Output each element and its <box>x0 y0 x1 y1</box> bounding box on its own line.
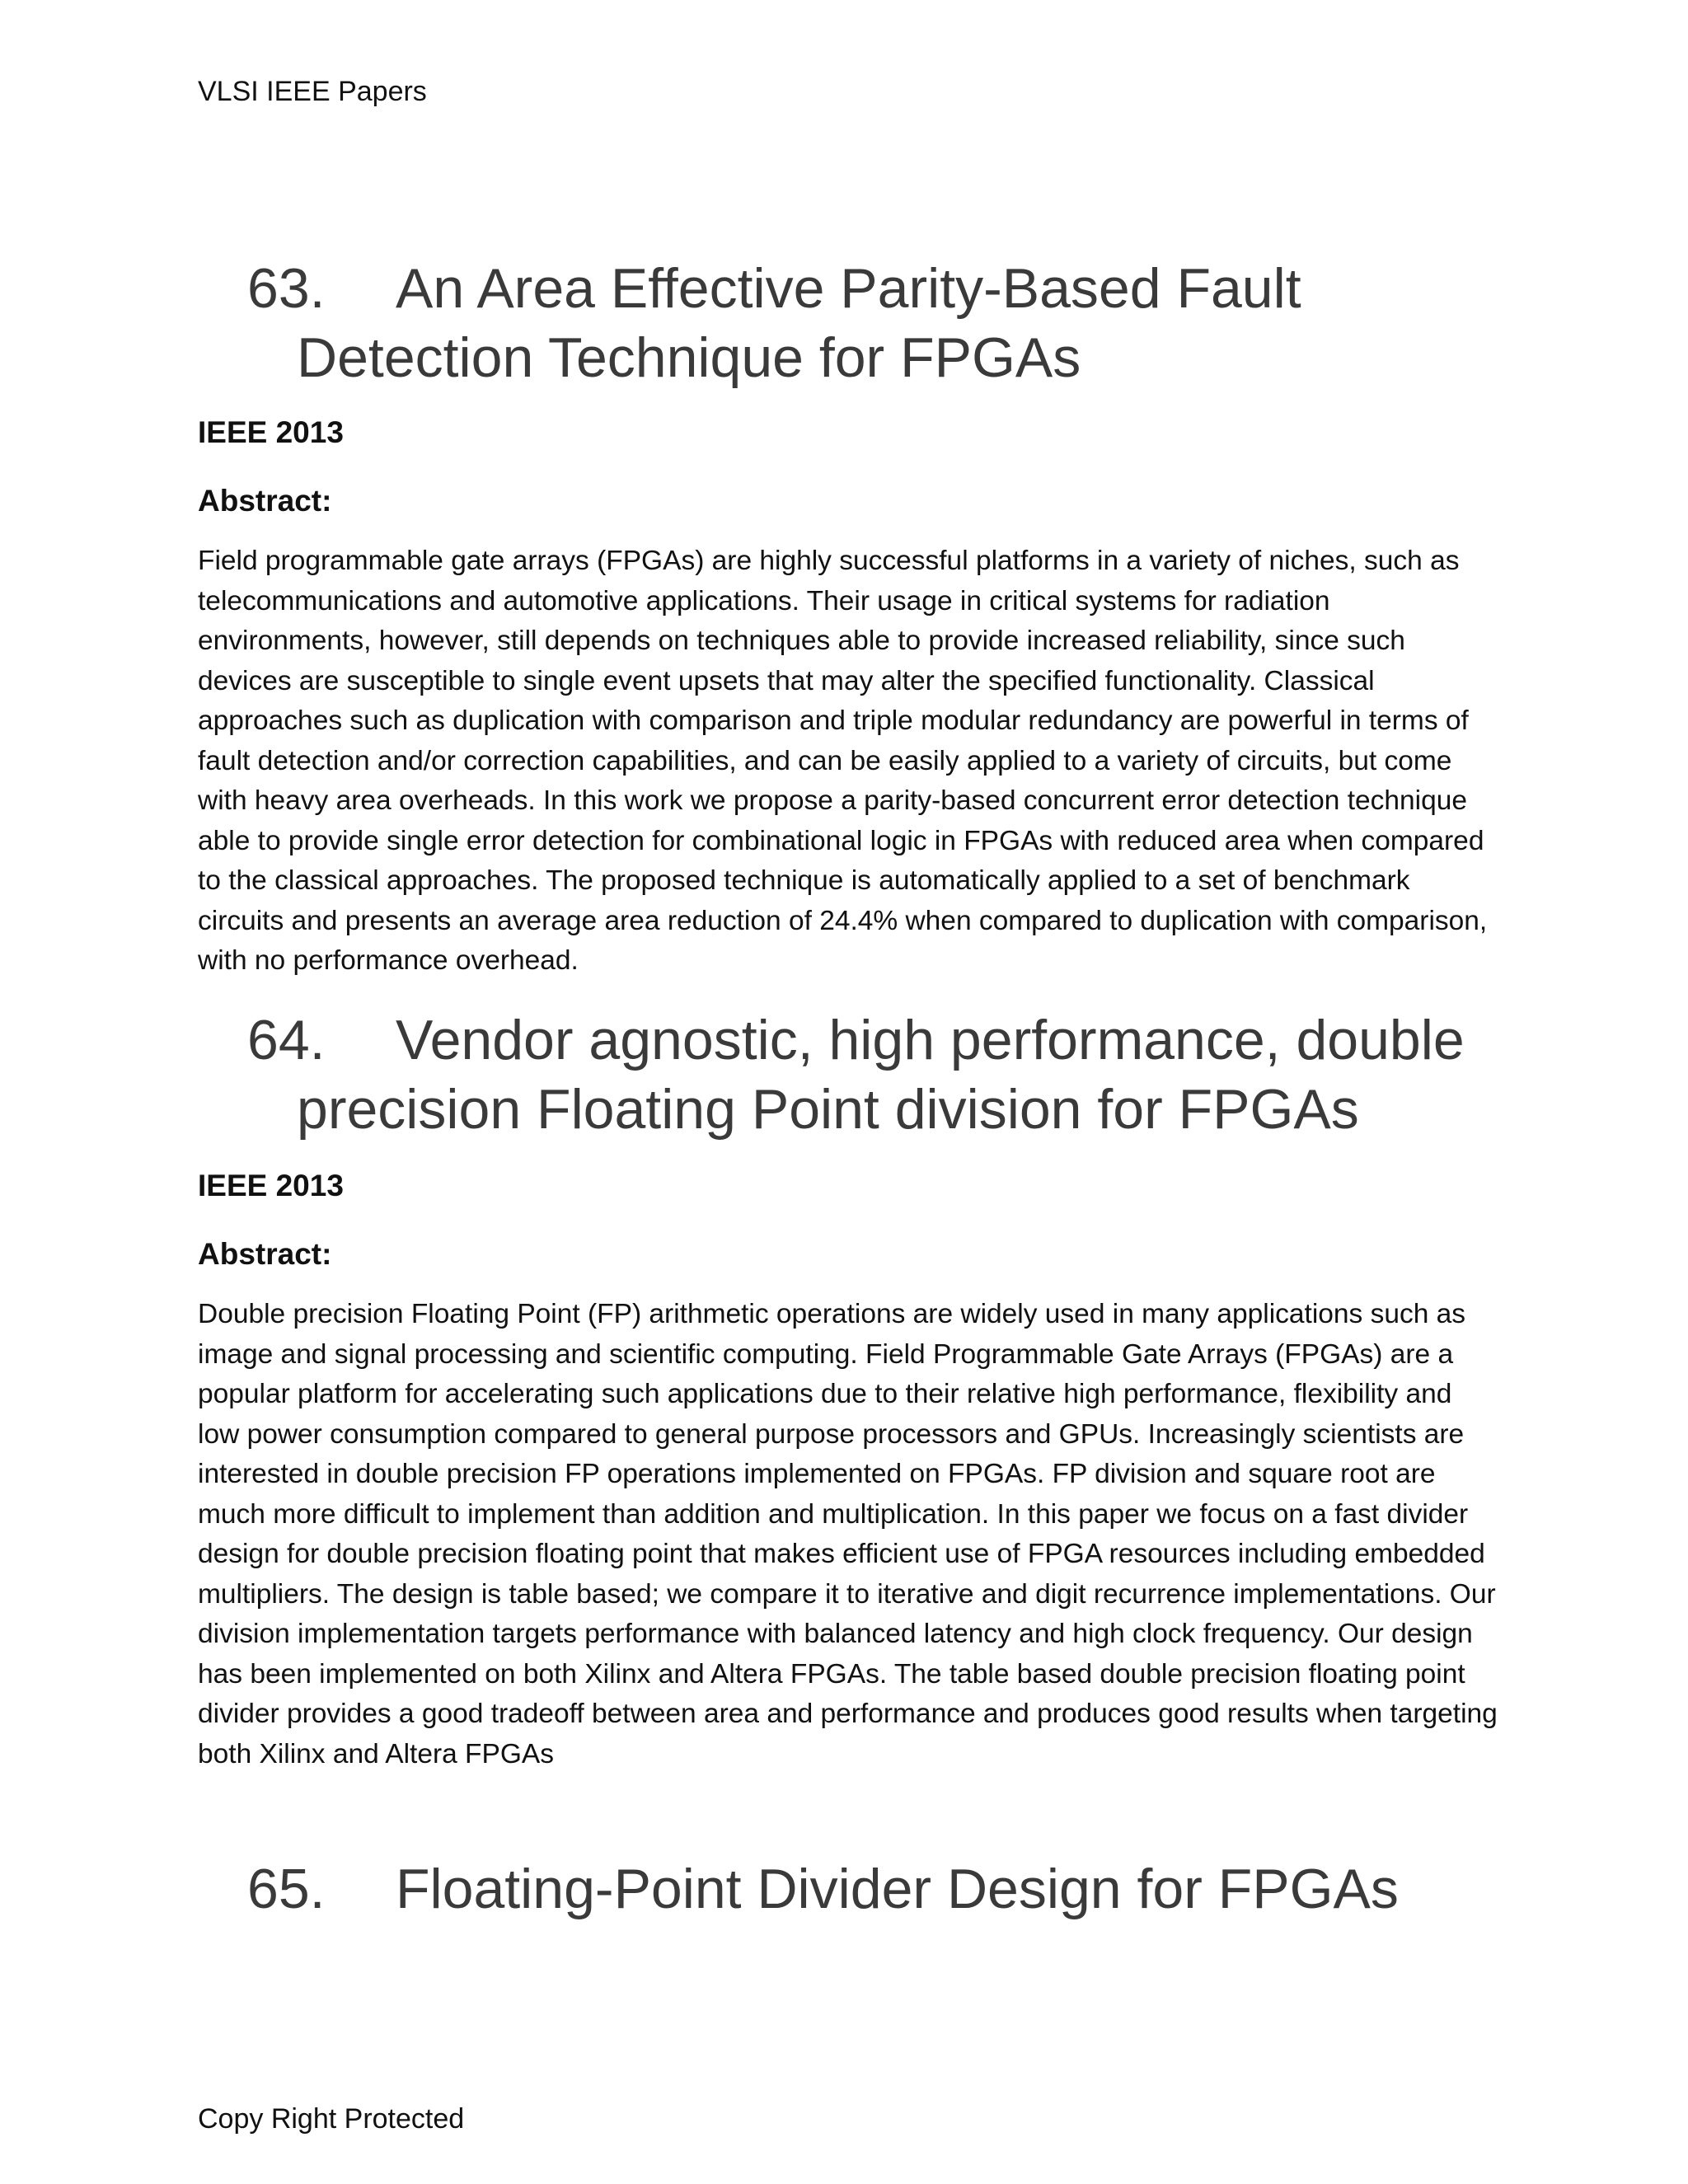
paper-entry <box>0 254 1688 982</box>
paper-year: IEEE 2013 <box>198 415 344 449</box>
running-footer: Copy Right Protected <box>198 2103 465 2135</box>
paper-title-line: precision Floating Point division for FPGAs <box>297 1078 1359 1141</box>
abstract-text: Double precision Floating Point (FP) arithmetic operations are widely used in many applications such as image and signal processing and scientific computing. Field Programmable Gate Arrays (FPGAs) are a popular platform for accelerating such applications due to their relative high performance, flexibility and low power consumption compared to general purpose processors and GPUs. Increasingly scientists are interested in double precision FP operations implemented on FPGAs. FP division and square root are much more difficult to implement than addition and multiplication. In this paper we focus on a fast divider design for double precision floating point that makes efficient use of FPGA resources including embedded multipliers. The design is table based; we compare it to iterative and digit recurrence implementations. Our division implementation targets performance with balanced latency and high clock frequency. Our design has been implemented on both Xilinx and Altera FPGAs. The table based double precision floating point divider provides a good tradeoff between area and performance and produces good results when targeting both Xilinx and Altera FPGAs <box>198 1299 1498 1769</box>
paper-number: 64. <box>247 1009 326 1071</box>
paper-number: 63. <box>247 257 326 320</box>
abstract-text: Field programmable gate arrays (FPGAs) are highly successful platforms in a variety of niches, such as telecommunications and automotive applications. Their usage in critical systems for radiation environments, however, still depends on techniques able to provide increased reliability, since such devices are susceptible to single event upsets that may alter the specified functionality. Classical approaches such as duplication with comparison and triple modular redundancy are powerful in terms of fault detection and/or correction capabilities, and can be easily applied to a variety of circuits, but come with heavy area overheads. In this work we propose a parity-based concurrent error detection technique able to provide single error detection for combinational logic in FPGAs with reduced area when compared to the classical approaches. The proposed technique is automatically applied to a set of benchmark circuits and presents an average area reduction of 24.4% when compared to duplication with comparison, with no performance overhead. <box>198 546 1488 976</box>
abstract-heading: Abstract: <box>198 1237 332 1271</box>
paper-entry <box>0 1005 1688 1774</box>
running-header: VLSI IEEE Papers <box>198 76 427 107</box>
paper-title-line: Floating-Point Divider Design for FPGAs <box>396 1858 1399 1920</box>
paper-title-line: Detection Technique for FPGAs <box>297 326 1081 389</box>
paper-title-line: An Area Effective Parity-Based Fault <box>396 257 1301 320</box>
paper-number: 65. <box>247 1858 326 1920</box>
paper-title <box>0 1005 1517 1144</box>
abstract-heading: Abstract: <box>198 484 332 518</box>
paper-year: IEEE 2013 <box>198 1169 344 1202</box>
paper-title <box>0 254 1517 392</box>
paper-title-line: Vendor agnostic, high performance, double <box>396 1009 1465 1071</box>
paper-title <box>0 1854 1517 1924</box>
paper-entry <box>0 1854 1688 1924</box>
